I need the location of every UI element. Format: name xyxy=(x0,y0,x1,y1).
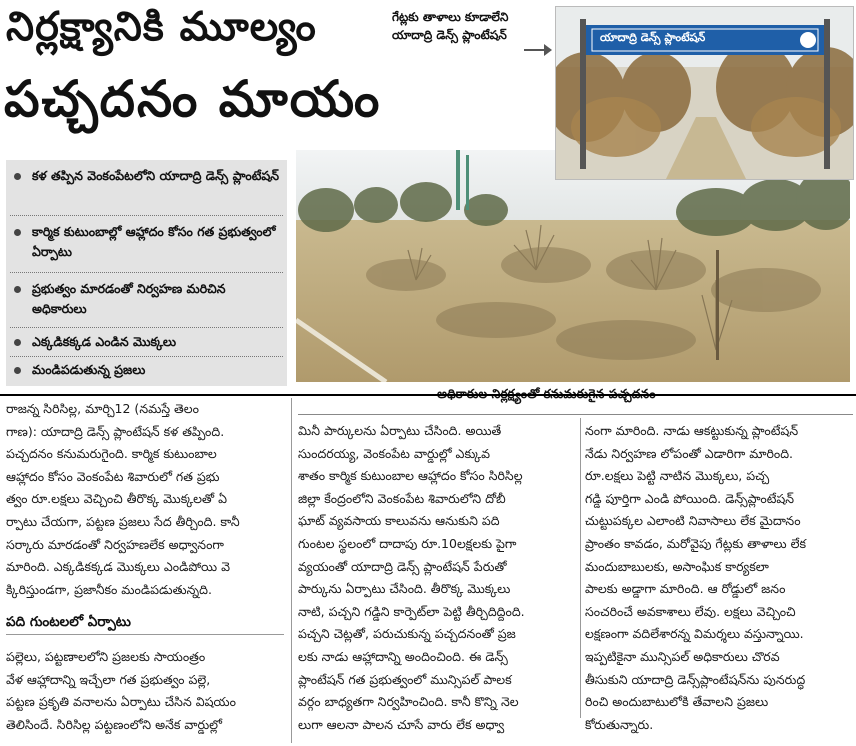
text-line: చుట్టుపక్కల ఎలాంటి నివాసాలు లేక మైదానం xyxy=(585,513,801,529)
text-line: లక్షణంగా వదిలేశారన్న విమర్శలు వస్తున్నాయి. xyxy=(585,626,804,642)
article-column-1b xyxy=(6,646,284,736)
text-line: రూ.లక్షలు పెట్టి నాటిన మొక్కలు, పచ్చ xyxy=(585,468,770,484)
text-line: రాజన్న సిరిసిల్ల, మార్చి12 (నమస్తే తెలం xyxy=(6,401,199,416)
main-photo xyxy=(296,150,850,382)
column-divider xyxy=(291,398,292,743)
text-line: పల్లెలు, పట్టణాలలోని ప్రజలకు సాయంత్రం xyxy=(6,649,206,664)
text-line: జిల్లా కేంద్రంలోని వెంకంపేట శివారులోని దోబీ xyxy=(298,490,506,506)
bullet-dot-icon xyxy=(14,286,21,293)
headline-line2: పచ్చదనం మాయం xyxy=(4,70,382,128)
horizontal-rule xyxy=(0,394,856,396)
text-line: తెలిసిందే. సిరిసిల్ల పట్టణంలోని అనేక వార్డుల్లో xyxy=(6,716,223,732)
article-column-2 xyxy=(298,420,576,736)
inset-caption-line2: యాదాద్రి డెన్స్ ప్లాంటేషన్ xyxy=(392,28,507,42)
inset-sign-text: యాదాద్రి డెన్స్ ప్లాంటేషన్ xyxy=(600,31,706,44)
text-line: ఆహ్లాదం కోసం వెంకంపేట శివారులో గత ప్రభు xyxy=(6,468,220,484)
text-line: మారింది. ఎక్కడికక్కడ మొక్కలు ఎండిపోయి వె xyxy=(6,559,230,575)
column-divider xyxy=(580,418,581,718)
text-line: క్కిరిస్తుండగా, ప్రజానీకం మండిపడుతున్నది. xyxy=(6,581,212,597)
article-column-1 xyxy=(6,398,284,601)
text-line: పట్టణ ప్రకృతి వనాలను ఏర్పాటు చేసిన విషయం xyxy=(6,694,236,710)
text-line: లుగా ఆలనా పాలన చూసే వారు లేక అధ్వా xyxy=(298,716,505,732)
text-line: ర్పాటు చేయగా, పట్టణ ప్రజలు సేద తీర్చింది. కానీ xyxy=(6,513,240,529)
bullet-text: ప్రభుత్వం మారడంతో నిర్వహణ మరిచిన అధికారులు xyxy=(32,281,226,316)
bullet-text: కళ తప్పిన వెంకంపేటలోని యాదాద్రి డెన్స్ ప్లాంటేషన్ xyxy=(32,168,280,183)
article-column-3 xyxy=(585,420,853,736)
highlights-box xyxy=(6,160,287,386)
text-line: పచ్చదనం కనుమరుగైంది. కార్మిక కుటుంబాల xyxy=(6,446,217,462)
text-line: ఘాట్ వ్యవసాయ కాలువను ఆనుకుని పది xyxy=(298,513,500,529)
text-line: సుందరయ్య, వెంకంపేట వార్డుల్లో ఎక్కువ xyxy=(298,445,491,461)
text-line: కోరుతున్నారు. xyxy=(585,716,654,732)
bullet-dot-icon xyxy=(14,229,21,236)
text-line: సర్కారు మారడంతో నిర్వహణలేక అధ్వానంగా xyxy=(6,536,224,552)
text-line: నంగా మారింది. నాడు ఆకట్టుకున్న ప్లాంటేషన్ xyxy=(585,423,799,438)
subheading: పది గుంటలలో ఏర్పాటు xyxy=(6,614,131,630)
text-line: పార్కును ఏర్పాటు చేసింది. తీరొక్క మొక్కలు xyxy=(298,581,511,597)
inset-photo xyxy=(555,6,854,180)
text-line: తీసుకుని యాదాద్రి డెన్స్‌ప్లాంటేషన్‌ను పునరుద్ధ xyxy=(585,671,806,687)
divider xyxy=(10,327,283,328)
text-line: త్వం రూ.లక్షలు వెచ్చించి తీరొక్క మొక్కలతో ఏ xyxy=(6,491,227,507)
text-line: గాణ): యాదాద్రి డెన్స్ ప్లాంటేషన్ కళ తప్పింది. xyxy=(6,423,225,439)
text-line: గుంటల స్థలంలో దాదాపు రూ.10లక్షలకు పైగా xyxy=(298,535,517,551)
text-line: మినీ పార్కులను ఏర్పాటు చేసింది. అయితే xyxy=(298,423,502,438)
text-line: వేళ ఆహ్లాదాన్ని ఇచ్చేలా గత ప్రభుత్వం పల్లె, xyxy=(6,671,211,687)
text-line: మందుబాబులకు, అసాంఘిక కార్యకలా xyxy=(585,558,769,574)
text-line: వ్యయంతో యాదాద్రి డెన్స్ ప్లాంటేషన్ పేరుతో xyxy=(298,558,507,574)
text-line: నాటి, పచ్చని గడ్డిని కార్పెట్‌లా పెట్టి తీర్చిదిద్దింది. xyxy=(298,603,525,619)
bullet-dot-icon xyxy=(14,367,21,374)
divider xyxy=(10,356,283,357)
subheading-underline xyxy=(6,634,284,635)
bullet-text: మండిపడుతున్న ప్రజలు xyxy=(32,362,146,377)
arrow-right-icon xyxy=(522,40,554,60)
horizontal-rule xyxy=(298,414,853,415)
inset-caption-line1: గేట్లకు తాళాలు కూడాలేని xyxy=(392,10,509,24)
text-line: సంచరించే అవకాశాలు లేవు. లక్షలు వెచ్చించి xyxy=(585,603,796,619)
text-line: పాలకు అడ్డాగా మారింది. ఆ రోడ్డులో జనం xyxy=(585,581,786,597)
text-line: రించి అందుబాటులోకి తేవాలని ప్రజలు xyxy=(585,694,769,710)
text-line: ప్లాంటేషన్ గత ప్రభుత్వంలో మున్సిపల్ పాలక xyxy=(298,671,512,687)
text-line: లకు నాడు ఆహ్లాదాన్ని అందించింది. ఈ డెన్స్ xyxy=(298,648,508,664)
text-line: ఇప్పటికైనా మున్సిపల్ అధికారులు చొరవ xyxy=(585,648,780,664)
text-line: శాతం కార్మిక కుటుంబాల ఆహ్లాదం కోసం సిరిసిల్ల xyxy=(298,468,523,484)
divider xyxy=(10,272,283,273)
text-line: పచ్చని చెట్లతో, పరుచుకున్న పచ్చదనంతో ప్రజ xyxy=(298,626,516,642)
text-line: గడ్డి పూర్తిగా ఎండి పోయింది. డెన్స్‌ప్లాంటేషన్ xyxy=(585,490,795,506)
inset-caption xyxy=(392,8,552,44)
text-line: వర్గం బాధ్యతగా నిర్వహించింది. కానీ కొన్ని నెల xyxy=(298,694,519,710)
text-line: ప్రాంతం కావడం, మరోవైపు గేట్లకు తాళాలు లేక xyxy=(585,535,806,551)
text-line: నేడు నిర్వహణ లోపంతో ఎడారిగా మారింది. xyxy=(585,445,794,461)
headline-line1: నిర్లక్ష్యానికి మూల్యం xyxy=(6,4,317,50)
bullet-dot-icon xyxy=(14,339,21,346)
bullet-text: కార్మిక కుటుంబాల్లో ఆహ్లాదం కోసం గత ప్రభుత్వంలో ఏర్పాటు xyxy=(32,224,276,259)
divider xyxy=(10,215,283,216)
bullet-dot-icon xyxy=(14,173,21,180)
bullet-text: ఎక్కడికక్కడ ఎండిన మొక్కలు xyxy=(32,334,177,349)
